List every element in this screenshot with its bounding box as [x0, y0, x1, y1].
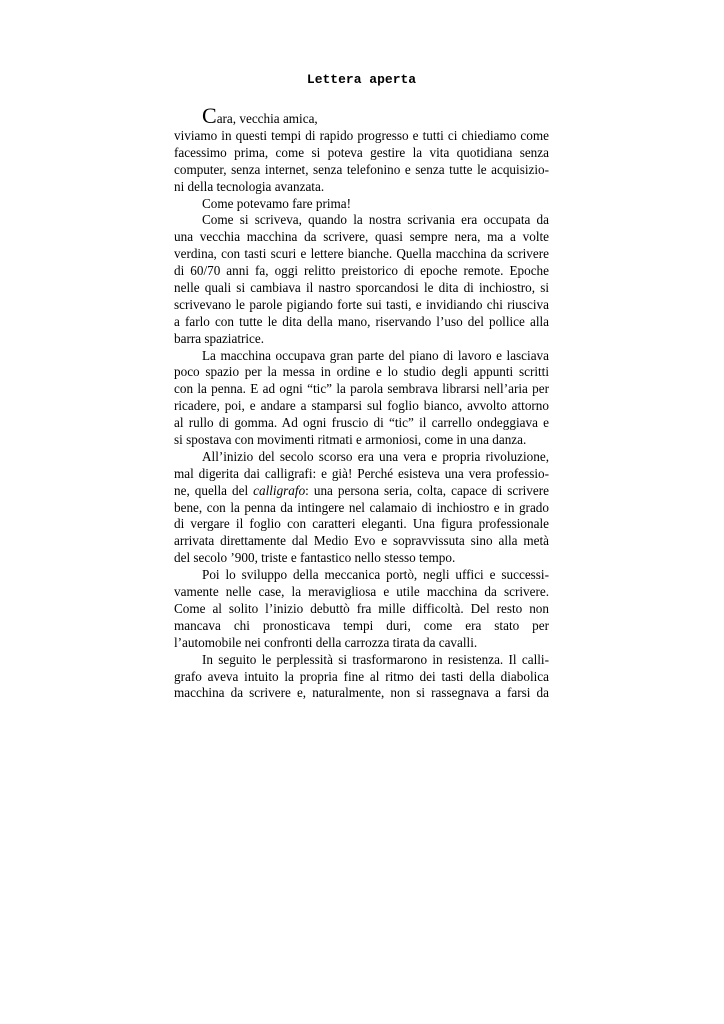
text-line: In seguito le perplessità si trasformarono in resistenza. Il calli- [202, 651, 549, 667]
text-line: vamente nelle case, la meravigliosa e utile macchina da scrivere. [174, 584, 549, 600]
text-line: Come potevamo fare prima! [202, 195, 352, 211]
letter-body [174, 103, 549, 702]
text-line: al rullo di gomma. Ad ogni fruscio di “tic” il carrello ondeggiava e [174, 415, 549, 431]
text-line: una vecchia macchina da scrivere, quasi sempre nera, ma a volte [174, 229, 549, 245]
text-segment: ne, quella del [174, 482, 254, 498]
text-line: verdina, con tasti scuri e lettere bianche. Quella macchina da scrivere [174, 246, 549, 262]
text-line: bene, con la penna da intingere nel calamaio di inchiostro e in grado [174, 499, 549, 515]
salutation-text: ara, vecchia amica, [216, 111, 318, 126]
text-line: Come al solito l’inizio debuttò fra mille difficoltà. Del resto non [174, 600, 549, 616]
text-line: Poi lo sviluppo della meccanica portò, negli uffici e successi- [202, 567, 549, 583]
text-line: barra spaziatrice. [174, 330, 265, 346]
text-line: All’inizio del secolo scorso era una vera e propria rivoluzione, [202, 448, 549, 464]
text-line [174, 483, 549, 500]
italic-term: calligrafo [253, 482, 306, 498]
text-line: scrivevano le parole pigiando forte sui tasti, e invidiando chi riusciva [174, 296, 549, 312]
text-line: con la penna. E ad ogni “tic” la parola sembrava librarsi nell’aria per [174, 381, 549, 397]
text-line: La macchina occupava gran parte del piano di lavoro e lasciava [202, 347, 549, 363]
text-line: grafo aveva intuito la propria fine al ritmo dei tasti della diabolica [174, 668, 549, 684]
letter-lines [174, 128, 549, 702]
page-title: Lettera aperta [306, 72, 417, 87]
text-line: a farlo con tutte le dita della mano, riservando l’uso del pollice alla [174, 313, 549, 329]
text-line: di 60/70 anni fa, oggi relitto preistorico di epoche remote. Epoche [174, 263, 549, 279]
text-line: mancava chi pronosticava tempi duri, come era stato per [174, 617, 549, 633]
text-line: nelle quali si cambiava il nastro sporcandosi le dita di inchiostro, si [174, 280, 549, 296]
text-line: computer, senza internet, senza telefonino e senza tutte le acquisizio- [174, 161, 549, 177]
text-line: ni della tecnologia avanzata. [174, 178, 325, 194]
text-line: ricadere, poi, e andare a stamparsi sul foglio bianco, avvolto attorno [174, 398, 549, 414]
text-line: del secolo ’900, triste e fantastico nello stesso tempo. [174, 550, 456, 566]
text-line: si spostava con movimenti ritmati e armoniosi, come in una danza. [174, 432, 527, 448]
text-line: poco spazio per la messa in ordine e lo studio degli appunti scritti [174, 364, 549, 380]
drop-cap: C [202, 103, 217, 128]
text-line: arrivata direttamente dal Medio Evo e sopravvissuta sino alla metà [174, 533, 549, 549]
text-line: macchina da scrivere e, naturalmente, non si rassegnava a farsi da [174, 685, 549, 701]
text-line: di vergare il foglio con caratteri eleganti. Una figura professionale [174, 516, 549, 532]
salutation [174, 103, 549, 128]
text-segment: : una persona seria, colta, capace di scrivere [305, 482, 549, 498]
text-line: mal digerita dai calligrafi: e già! Perché esisteva una vera professio- [174, 465, 549, 481]
text-line: facessimo prima, come si poteva gestire la vita quotidiana senza [174, 144, 549, 160]
text-line: Come si scriveva, quando la nostra scrivania era occupata da [202, 212, 549, 228]
text-line: viviamo in questi tempi di rapido progresso e tutti ci chiediamo come [174, 128, 549, 143]
text-line: l’automobile nei confronti della carrozza tirata da cavalli. [174, 634, 478, 650]
